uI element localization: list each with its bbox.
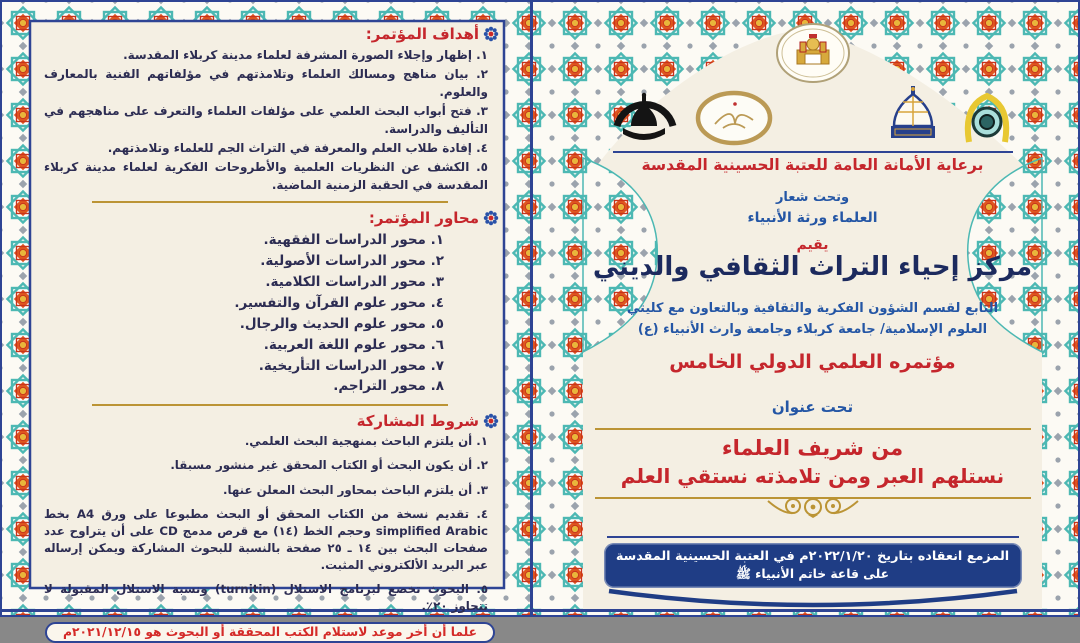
warith-alanbiya-university-logo (883, 86, 943, 146)
heritage-revival-center-gold-logo (695, 90, 773, 146)
slogan-line: العلماء ورثة الأنبياء (747, 210, 878, 226)
list-item: ٢. بيان مناهج ومسالك العلماء وتلامذتهم في مؤلفاتهم الفنية بالمعارف والعلوم. (44, 67, 488, 99)
list-item: ٢. محور الدراسات الأصولية. (260, 252, 444, 269)
section-header (42, 412, 498, 430)
karbala-university-logo (959, 88, 1015, 146)
details-panel (42, 23, 498, 640)
section-title: أهداف المؤتمر: (365, 25, 479, 43)
affiliation-line-1: التابع لقسم الشؤون الفكرية والثقافية وبالتعاون مع كليتي (626, 301, 999, 316)
list-item: ٥. محور علوم الحديث والرجال. (239, 315, 444, 332)
affiliation-line-2: العلوم الإسلامية/ جامعة كربلاء وجامعة وارث الأنبياء (ع) (637, 322, 988, 337)
organizer-calligraphy: مركز إحياء التراث الثقافي والديني (592, 252, 1033, 282)
partner-logos-row (583, 86, 1042, 146)
flower-star-icon (484, 414, 498, 428)
flower-star-icon (484, 211, 498, 225)
section-conditions (42, 412, 498, 615)
heritage-revival-center-black-logo (611, 88, 679, 146)
deadline-note-badge: علما أن أخر موعد لاستلام الكتب المحققة أو البحوث هو ٢٠٢١/١٢/١٥م (45, 622, 495, 643)
list-item: ٢. أن يكون البحث أو الكتاب المحقق غير منشور مسبقا. (170, 458, 488, 473)
section-header (42, 209, 498, 227)
banner-chevron-tail (603, 589, 1023, 607)
header-rule (613, 151, 1013, 153)
event-date-banner (604, 543, 1022, 588)
section-title: محاور المؤتمر: (368, 209, 479, 227)
list-item: ٨. محور التراجم. (333, 378, 444, 395)
conditions-list (42, 433, 498, 615)
list-item: ٤. تقديم نسخة من الكتاب المحقق أو البحث مطبوعا على ورق A4 بخط simplified Arabic وحجم الخط (١٤) مع قرص مدمج CD على أن يتراوح عدد صفحات البحث بين ١٤ ـ ٢٥ صفحة بالنسبة للبحوث المشاركة ويمكن إرساله عبر البريد الألكتروني المثبت. (44, 506, 489, 572)
list-item: ٥. البحوث تخضع لبرنامج الاستلال (turnitin) ونسبة الاستلال المقبولة لا تتجاوز ٢٠٪. (44, 582, 489, 614)
event-date-line-1: المزمع انعقاده بتاريخ ٢٠٢٢/١/٢٠م في العتبة الحسينية المقدسة (615, 549, 1010, 564)
conference-title-line-2: نستلهم العبر ومن تلامذته نستقي العلم (620, 464, 1005, 488)
conference-title-line-1: من شريف العلماء (721, 436, 904, 460)
gold-divider (92, 404, 448, 406)
section-title: شروط المشاركة (356, 412, 479, 431)
date-box-top-rule (607, 536, 1019, 538)
list-item: ٦. محور علوم اللغة العربية. (263, 336, 444, 353)
list-item: ٣. فتح أبواب البحث العلمي على مؤلفات العلماء والتعرف على مناهجهم في التأليف والدراسة. (44, 104, 488, 136)
flower-star-icon (484, 27, 498, 41)
gold-rule-top (595, 428, 1031, 430)
holds-label: يقيم (796, 237, 829, 253)
list-item: ٧. محور الدراسات التأريخية. (258, 357, 444, 374)
patronage-line: برعاية الأمانة العامة للعتبة الحسينية المقدسة (641, 156, 984, 174)
gold-divider (92, 201, 448, 203)
main-panel (583, 0, 1042, 617)
list-item: ١. محور الدراسات الفقهية. (263, 232, 444, 248)
list-item: ٤. إفادة طلاب العلم والمعرفة في التراث الجم للعلماء وتلامذتهم. (107, 141, 488, 155)
list-item: ٣. أن يلتزم الباحث بمحاور البحث المعلن عنها. (222, 482, 488, 497)
section-objectives (42, 25, 498, 194)
list-item: ١. إظهار وإجلاء الصورة المشرفة لعلماء مدينة كربلاء المقدسة. (123, 48, 488, 62)
list-item: ٥. الكشف عن النظريات العلمية والأطروحات الفكرية لعلماء مدينة كربلاء المقدسة في الحقبة الزمنية الماضية. (44, 160, 488, 192)
section-themes (42, 209, 498, 397)
list-item: ١. أن يلتزم الباحث بمنهجية البحث العلمي. (244, 434, 488, 449)
themes-list (42, 230, 498, 397)
section-header (42, 25, 498, 43)
conference-name: مؤتمره العلمي الدولي الخامس (669, 351, 956, 373)
hussainiya-secretariat-seal-logo (775, 22, 851, 84)
event-date-line-2: على قاعة خاتم الأنبياء ﷺ (735, 567, 890, 582)
list-item: ٣. محور الدراسات الكلامية. (265, 273, 444, 290)
panel-divider-line (530, 0, 533, 617)
list-item: ٤. محور علوم القرآن والتفسير. (234, 294, 444, 311)
objectives-list (42, 46, 498, 194)
slogan-label: وتحت شعار (775, 190, 850, 205)
gold-ornament (738, 498, 888, 518)
under-title-label: تحت عنوان (771, 398, 854, 416)
